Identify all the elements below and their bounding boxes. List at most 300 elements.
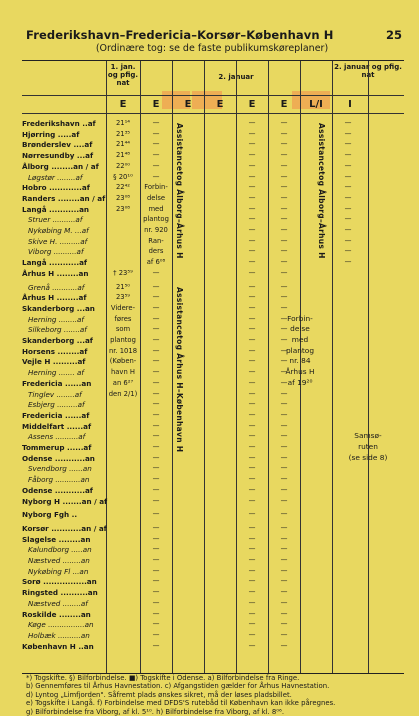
empty-dash: — <box>280 630 288 639</box>
empty-dash: — <box>248 443 256 451</box>
station-label: Fåborg <box>28 475 54 485</box>
connection-note: Ran- <box>148 236 164 245</box>
empty-dash: — <box>248 510 256 519</box>
empty-dash: — <box>248 598 256 607</box>
empty-dash: — <box>248 325 256 334</box>
header-divider <box>22 95 404 96</box>
empty-dash: — <box>152 410 160 419</box>
empty-dash: — <box>280 534 288 543</box>
station-label: Odense <box>22 453 53 463</box>
station-suffix: ................an <box>40 577 97 587</box>
empty-dash: — <box>280 258 288 267</box>
time-cell: føres <box>114 314 132 323</box>
empty-dash: — <box>280 641 288 650</box>
station-suffix: ..........af <box>50 215 83 225</box>
station-label: Svendborg <box>28 464 67 474</box>
station-suffix: ........an / af <box>55 193 106 203</box>
empty-dash: — <box>152 119 160 127</box>
page-header <box>26 28 408 54</box>
station-suffix: ........af <box>56 314 84 324</box>
connection-note: nr. 84 <box>289 356 311 366</box>
station-name <box>22 567 112 576</box>
station-name <box>22 347 106 356</box>
column-divider <box>172 61 173 673</box>
station-name <box>22 524 106 533</box>
empty-dash: — <box>280 389 288 398</box>
empty-dash: — <box>248 556 256 564</box>
empty-dash: — <box>248 140 256 149</box>
station-label: Ålborg <box>22 161 49 171</box>
empty-dash: — <box>280 421 288 430</box>
empty-dash: — <box>280 336 288 344</box>
station-label: Skanderborg <box>22 303 75 313</box>
station-label: Nykøbing Fl <box>28 566 71 576</box>
station-name <box>22 325 112 334</box>
station-suffix: ...........an <box>52 453 95 463</box>
time-cell: 21⁵⁰ <box>115 282 131 291</box>
empty-dash: — <box>344 161 352 170</box>
station-label: Randers <box>22 193 56 203</box>
station-name <box>22 432 112 441</box>
empty-dash: — <box>152 172 160 181</box>
empty-dash: — <box>248 204 256 213</box>
station-label: Nykøbing M. <box>28 226 73 235</box>
connection-note: nr. 920 <box>144 226 168 234</box>
time-cell: havn H <box>110 368 136 377</box>
time-cell: † 23⁵⁹ <box>113 268 133 277</box>
station-suffix: ..........af <box>51 247 84 257</box>
empty-dash: — <box>280 183 288 192</box>
station-label: Silkeborg <box>28 325 62 335</box>
empty-dash: — <box>152 496 160 505</box>
empty-dash: — <box>248 247 256 256</box>
station-label: Sorø <box>22 577 41 587</box>
column-header-2jan-nat: 2. januar og pfig. nat <box>334 63 402 79</box>
empty-dash: — <box>248 226 256 234</box>
station-name <box>22 400 112 409</box>
station-label: Tinglev <box>28 389 55 399</box>
empty-dash: — <box>280 609 288 618</box>
station-label: Århus H <box>22 268 55 278</box>
empty-dash: — <box>152 475 160 484</box>
empty-dash: — <box>152 566 160 575</box>
station-label: Korsør <box>22 523 49 533</box>
connection-note: delse <box>290 324 310 334</box>
empty-dash: — <box>248 368 256 377</box>
empty-dash: — <box>344 215 352 224</box>
empty-dash: — <box>248 577 256 586</box>
empty-dash: — <box>280 620 288 629</box>
station-label: Næstved <box>28 556 61 565</box>
empty-dash: — <box>248 378 256 387</box>
empty-dash: — <box>152 400 160 409</box>
column-header-1jan: 1. jan. og pfig. nat <box>107 63 139 87</box>
station-name <box>22 545 112 554</box>
page-number: 25 <box>385 28 402 42</box>
empty-dash: — <box>248 183 256 192</box>
empty-dash: — <box>280 325 288 334</box>
footnote-line: *) Togskifte. §) Bilforbindelse. ■) Togskifte i Odense. a) Bilforbindelse fra Ringe. <box>26 674 300 682</box>
station-name <box>22 588 106 597</box>
connection-note: Forbin- <box>144 183 168 192</box>
page-title: Frederikshavn–Fredericia–Korsør–København H <box>26 28 334 42</box>
empty-dash: — <box>152 598 160 607</box>
station-name <box>22 140 106 149</box>
station-suffix: ......af <box>64 421 92 431</box>
station-suffix: ..........an <box>55 630 90 640</box>
empty-dash: — <box>248 357 256 366</box>
train-category: E <box>216 99 224 110</box>
station-name <box>22 620 112 629</box>
station-label: Viborg <box>28 247 52 257</box>
empty-dash: — <box>344 193 352 202</box>
empty-dash: — <box>248 609 256 618</box>
train-category: I <box>348 99 352 110</box>
empty-dash: — <box>248 534 256 543</box>
empty-dash: — <box>280 119 288 127</box>
station-label: Fredericia <box>22 378 63 388</box>
station-label: Nørresundby <box>22 151 75 161</box>
empty-dash: — <box>248 588 256 597</box>
empty-dash: — <box>280 204 288 213</box>
station-name <box>22 497 106 506</box>
station-suffix: ...........an / af <box>48 523 107 533</box>
station-suffix: ........af <box>60 598 88 608</box>
station-suffix: .........af <box>50 357 86 367</box>
footnote-line: b) Gennemføres til Århus Havnestation. c) Afgangstiden gælder for Århus Havnestation. <box>26 682 330 691</box>
empty-dash: — <box>248 620 256 629</box>
empty-dash: — <box>280 523 288 532</box>
assistance-train-label: Assistancetog Ålborg–Århus H <box>175 123 184 259</box>
empty-dash: — <box>280 510 288 519</box>
station-label: Køge <box>28 620 46 630</box>
station-suffix: ...af <box>74 151 94 161</box>
timetable-grid <box>22 60 404 674</box>
station-suffix: ...af <box>74 336 93 345</box>
empty-dash: — <box>152 129 160 138</box>
empty-dash: — <box>248 303 256 312</box>
station-name <box>22 390 112 399</box>
empty-dash: — <box>152 268 160 277</box>
empty-dash: — <box>280 566 288 575</box>
train-category: E <box>248 99 256 110</box>
station-suffix: ....... af <box>56 368 84 378</box>
empty-dash: — <box>280 193 288 202</box>
station-name <box>22 151 106 160</box>
station-suffix: ...........af <box>49 282 85 292</box>
station-label: Grenå <box>28 282 50 292</box>
station-label: Esbjerg <box>28 400 55 410</box>
empty-dash: — <box>280 161 288 170</box>
station-label: Hjørring <box>22 129 56 139</box>
station-label: Frederikshavn <box>22 119 80 128</box>
column-header-2jan: 2. januar <box>218 73 254 81</box>
empty-dash: — <box>280 282 288 291</box>
empty-dash: — <box>248 496 256 505</box>
station-suffix: ...........af <box>52 485 93 495</box>
empty-dash: — <box>152 510 160 519</box>
time-cell: Videre- <box>110 303 136 312</box>
station-suffix: ..af <box>79 119 96 128</box>
empty-dash: — <box>248 421 256 430</box>
empty-dash: — <box>248 258 256 267</box>
empty-dash: — <box>248 236 256 245</box>
station-label: Langå <box>22 204 47 214</box>
train-category: E <box>119 99 127 110</box>
station-name <box>22 215 112 224</box>
empty-dash: — <box>280 247 288 256</box>
connection-note: med <box>148 204 164 213</box>
station-name <box>22 283 112 292</box>
station-name <box>22 577 106 586</box>
station-suffix: .......an / af <box>60 496 108 506</box>
empty-dash: — <box>280 485 288 494</box>
empty-dash: — <box>280 475 288 484</box>
empty-dash: — <box>280 556 288 564</box>
time-cell: 21⁴⁴ <box>115 140 131 149</box>
empty-dash: — <box>248 475 256 484</box>
station-suffix: ...an <box>70 566 89 576</box>
empty-dash: — <box>280 588 288 597</box>
empty-dash: — <box>280 545 288 554</box>
empty-dash: — <box>280 293 288 302</box>
station-name <box>22 422 106 431</box>
station-suffix: ........an <box>54 268 89 278</box>
station-name <box>22 464 112 473</box>
time-cell: 21⁴⁸ <box>115 151 131 160</box>
empty-dash: — <box>248 523 256 532</box>
station-name <box>22 183 106 192</box>
connection-note: med <box>291 335 309 344</box>
station-label: Vejle H <box>22 357 51 367</box>
connection-note: plantog <box>285 345 315 355</box>
station-suffix: .........af <box>54 400 85 410</box>
train-category: L/I <box>309 99 323 110</box>
station-name <box>22 130 106 139</box>
station-label: Middelfart <box>22 421 65 431</box>
station-suffix: .......af <box>61 325 87 335</box>
empty-dash: — <box>152 523 160 532</box>
empty-dash: — <box>248 346 256 355</box>
empty-dash: — <box>280 598 288 607</box>
empty-dash: — <box>344 247 352 256</box>
station-name <box>22 226 112 235</box>
station-name <box>22 162 106 171</box>
empty-dash: — <box>248 119 256 127</box>
station-suffix: .. <box>69 510 78 520</box>
time-cell: 22⁰⁰ <box>115 161 131 170</box>
empty-dash: — <box>152 421 160 430</box>
empty-dash: — <box>344 204 352 213</box>
empty-dash: — <box>152 464 160 473</box>
station-label: København H <box>22 641 76 651</box>
empty-dash: — <box>280 410 288 419</box>
station-suffix: ........af <box>54 389 82 399</box>
station-label: Skive H. <box>28 236 58 246</box>
station-suffix: ................an <box>45 620 94 630</box>
empty-dash: — <box>248 410 256 419</box>
empty-dash: — <box>280 215 288 224</box>
time-cell: plantog <box>110 336 136 344</box>
empty-dash: — <box>152 577 160 586</box>
empty-dash: — <box>248 172 256 181</box>
station-suffix: ....af <box>70 140 93 150</box>
empty-dash: — <box>152 443 160 451</box>
footnotes <box>26 674 416 716</box>
station-name <box>22 205 106 214</box>
station-suffix: ..........af <box>53 432 86 442</box>
empty-dash: — <box>152 432 160 441</box>
station-label: Holbæk <box>28 630 56 640</box>
station-label: Assens <box>28 432 54 442</box>
empty-dash: — <box>280 303 288 312</box>
station-suffix: ........af <box>54 172 83 182</box>
empty-dash: — <box>280 378 288 387</box>
empty-dash: — <box>248 336 256 344</box>
connection-note: Århus H <box>285 367 315 377</box>
empty-dash: — <box>152 282 160 291</box>
empty-dash: — <box>280 443 288 451</box>
footnote-line: e) Togskifte i Langå. f) Forbindelse med DFDS'S rutebåd til København kan ikke påregnes. <box>26 699 336 708</box>
time-cell: 21³⁵ <box>115 129 131 138</box>
footnote-line: d) Lyntog „Limfjorden". Såfremt plads ønskes sikret, må der løses pladsbillet. <box>26 690 292 699</box>
empty-dash: — <box>344 129 352 138</box>
station-label: Struer <box>28 215 51 225</box>
empty-dash: — <box>248 151 256 160</box>
empty-dash: — <box>152 389 160 398</box>
station-suffix: ...........an <box>53 475 90 485</box>
station-name <box>22 269 106 278</box>
empty-dash: — <box>248 161 256 170</box>
station-name <box>22 556 112 565</box>
connection-note: af 6⁰⁸ <box>146 258 166 267</box>
station-label: Skanderborg <box>22 336 75 345</box>
station-suffix: ........an <box>56 609 91 619</box>
route-note: Samsø- <box>354 431 382 441</box>
station-suffix: ........af <box>54 293 87 303</box>
empty-dash: — <box>248 193 256 202</box>
assistance-train-label: Assistancetog Århus H–København H <box>175 287 184 453</box>
empty-dash: — <box>152 620 160 629</box>
empty-dash: — <box>280 400 288 409</box>
station-label: Herning <box>28 314 57 324</box>
empty-dash: — <box>248 630 256 639</box>
empty-dash: — <box>344 236 352 245</box>
time-cell: 23⁰⁸ <box>115 204 131 213</box>
station-suffix: ......an <box>62 378 92 388</box>
station-name <box>22 315 112 324</box>
empty-dash: — <box>280 172 288 181</box>
station-label: Brønderslev <box>22 140 71 150</box>
empty-dash: — <box>344 172 352 181</box>
station-label: Slagelse <box>22 534 57 544</box>
empty-dash: — <box>280 464 288 473</box>
empty-dash: — <box>248 545 256 554</box>
empty-dash: — <box>248 641 256 650</box>
station-name <box>22 610 106 619</box>
empty-dash: — <box>280 357 288 366</box>
empty-dash: — <box>152 609 160 618</box>
empty-dash: — <box>248 293 256 302</box>
empty-dash: — <box>344 140 352 149</box>
empty-dash: — <box>152 303 160 312</box>
station-label: Odense <box>22 485 53 495</box>
empty-dash: — <box>152 485 160 494</box>
empty-dash: — <box>152 556 160 564</box>
empty-dash: — <box>344 119 352 127</box>
station-suffix: ......an <box>66 464 92 474</box>
empty-dash: — <box>280 346 288 355</box>
station-suffix: ...af <box>72 226 89 235</box>
station-suffix: ......af <box>62 410 90 420</box>
station-suffix: ..........an <box>58 588 98 598</box>
empty-dash: — <box>280 151 288 160</box>
time-cell: § 20¹⁰ <box>113 172 133 181</box>
assistance-train-label: Assistancetog Ålborg–Århus H <box>317 123 326 259</box>
station-suffix: ......af <box>64 443 92 452</box>
station-label: Horsens <box>22 346 56 356</box>
station-label: Århus H <box>22 293 55 303</box>
empty-dash: — <box>280 236 288 245</box>
empty-dash: — <box>280 314 288 323</box>
empty-dash: — <box>152 140 160 149</box>
station-name <box>22 411 106 420</box>
empty-dash: — <box>280 368 288 377</box>
station-name <box>22 631 112 640</box>
empty-dash: — <box>280 577 288 586</box>
empty-dash: — <box>152 357 160 366</box>
station-name <box>22 258 106 267</box>
train-category: E <box>184 99 192 110</box>
station-label: Hobro <box>22 183 47 193</box>
empty-dash: — <box>248 566 256 575</box>
route-note: (se side 8) <box>348 452 388 462</box>
empty-dash: — <box>152 641 160 650</box>
empty-dash: — <box>248 453 256 462</box>
station-label: Langå <box>22 258 47 268</box>
empty-dash: — <box>280 432 288 441</box>
station-name <box>22 293 106 302</box>
station-name <box>22 454 106 463</box>
station-suffix: ........af <box>55 346 88 356</box>
empty-dash: — <box>280 453 288 462</box>
empty-dash: — <box>152 545 160 554</box>
empty-dash: — <box>248 400 256 409</box>
station-name <box>22 173 112 182</box>
station-name <box>22 194 106 203</box>
column-divider <box>368 61 369 673</box>
empty-dash: — <box>152 453 160 462</box>
time-cell: 23⁵⁹ <box>115 293 131 302</box>
station-label: Nyborg H <box>22 496 60 506</box>
station-label: Kalundborg <box>28 545 70 555</box>
page-subtitle: (Ordinære tog: se de faste publikumskøreplaner) <box>95 43 329 54</box>
station-label: Ringsted <box>22 588 58 598</box>
empty-dash: — <box>280 140 288 149</box>
station-label: Næstved <box>28 598 61 608</box>
connection-note: af 19²⁰ <box>287 377 313 387</box>
station-name <box>22 486 106 495</box>
empty-dash: — <box>152 346 160 355</box>
station-suffix: ..an <box>75 641 94 651</box>
time-cell: den 2/1) <box>108 389 138 398</box>
empty-dash: — <box>152 314 160 323</box>
station-suffix: ...an <box>74 303 95 313</box>
station-suffix: ........an <box>56 534 91 544</box>
station-suffix: ...........af <box>46 258 88 268</box>
empty-dash: — <box>152 378 160 387</box>
station-suffix: ........an / af <box>48 161 99 171</box>
